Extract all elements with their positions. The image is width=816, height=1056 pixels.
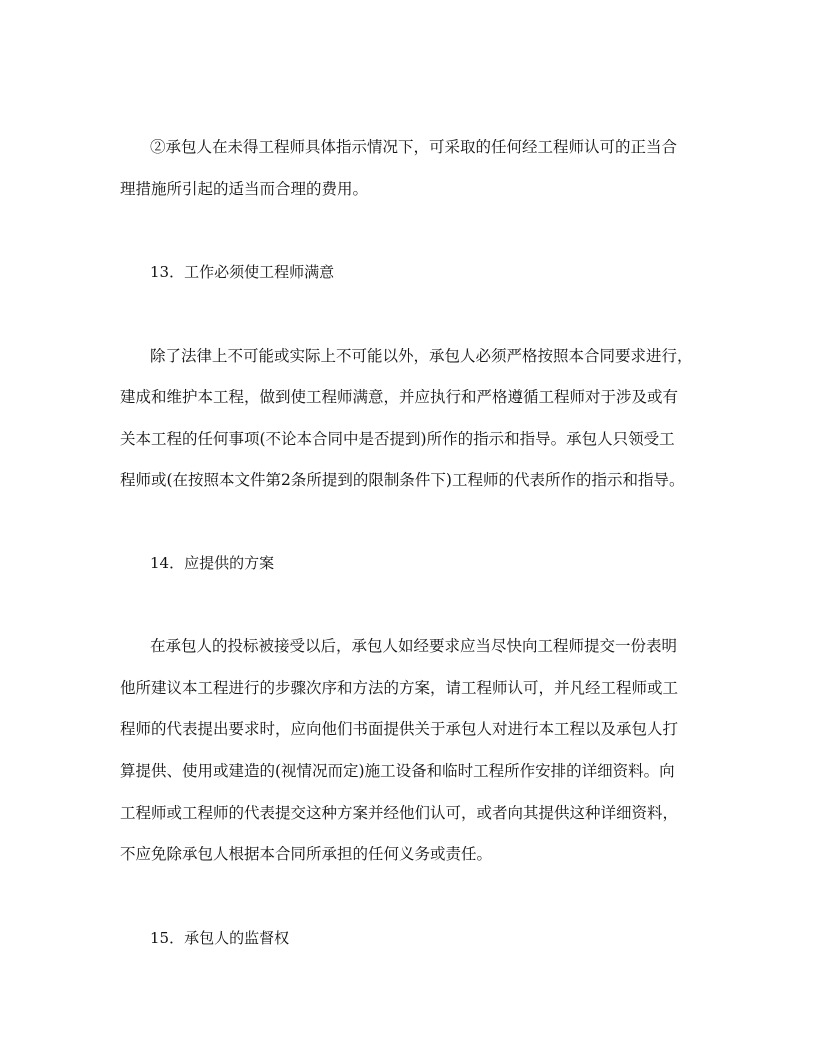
paragraph-14-line-2: 他所建议本工程进行的步骤次序和方法的方案，请工程师认可，并凡经工程师或工 (120, 679, 679, 697)
paragraph-12-2-line-2: 理措施所引起的适当而合理的费用。 (120, 180, 369, 198)
section-heading-13: 13．工作必须使工程师满意 (150, 263, 335, 281)
paragraph-14-line-5: 工程师或工程师的代表提交这种方案并经他们认可，或者向其提供这种详细资料， (120, 804, 679, 822)
paragraph-12-2-line-1: ②承包人在未得工程师具体指示情况下，可采取的任何经工程师认可的正当合 (150, 138, 678, 156)
section-heading-14: 14．应提供的方案 (150, 554, 275, 572)
paragraph-14-line-1: 在承包人的投标被接受以后，承包人如经要求应当尽快向工程师提交一份表明 (150, 637, 678, 655)
section-heading-15: 15．承包人的监督权 (150, 929, 290, 947)
paragraph-14-line-4: 算提供、使用或建造的(视情况而定)施工设备和临时工程所作安排的详细资料。向 (120, 762, 675, 780)
paragraph-13-line-3: 关本工程的任何事项(不论本合同中是否提到)所作的指示和指导。承包人只领受工 (120, 430, 675, 448)
paragraph-13-line-2: 建成和维护本工程，做到使工程师满意，并应执行和严格遵循工程师对于涉及或有 (120, 388, 679, 406)
paragraph-13-line-4: 程师或(在按照本文件第2条所提到的限制条件下)工程师的代表所作的指示和指导。 (120, 471, 685, 489)
paragraph-14-line-3: 程师的代表提出要求时，应向他们书面提供关于承包人对进行本工程以及承包人打 (120, 720, 679, 738)
paragraph-13-line-1: 除了法律上不可能或实际上不可能以外，承包人必须严格按照本合同要求进行， (150, 347, 693, 365)
paragraph-14-line-6: 不应免除承包人根据本合同所承担的任何义务或责任。 (120, 845, 493, 863)
